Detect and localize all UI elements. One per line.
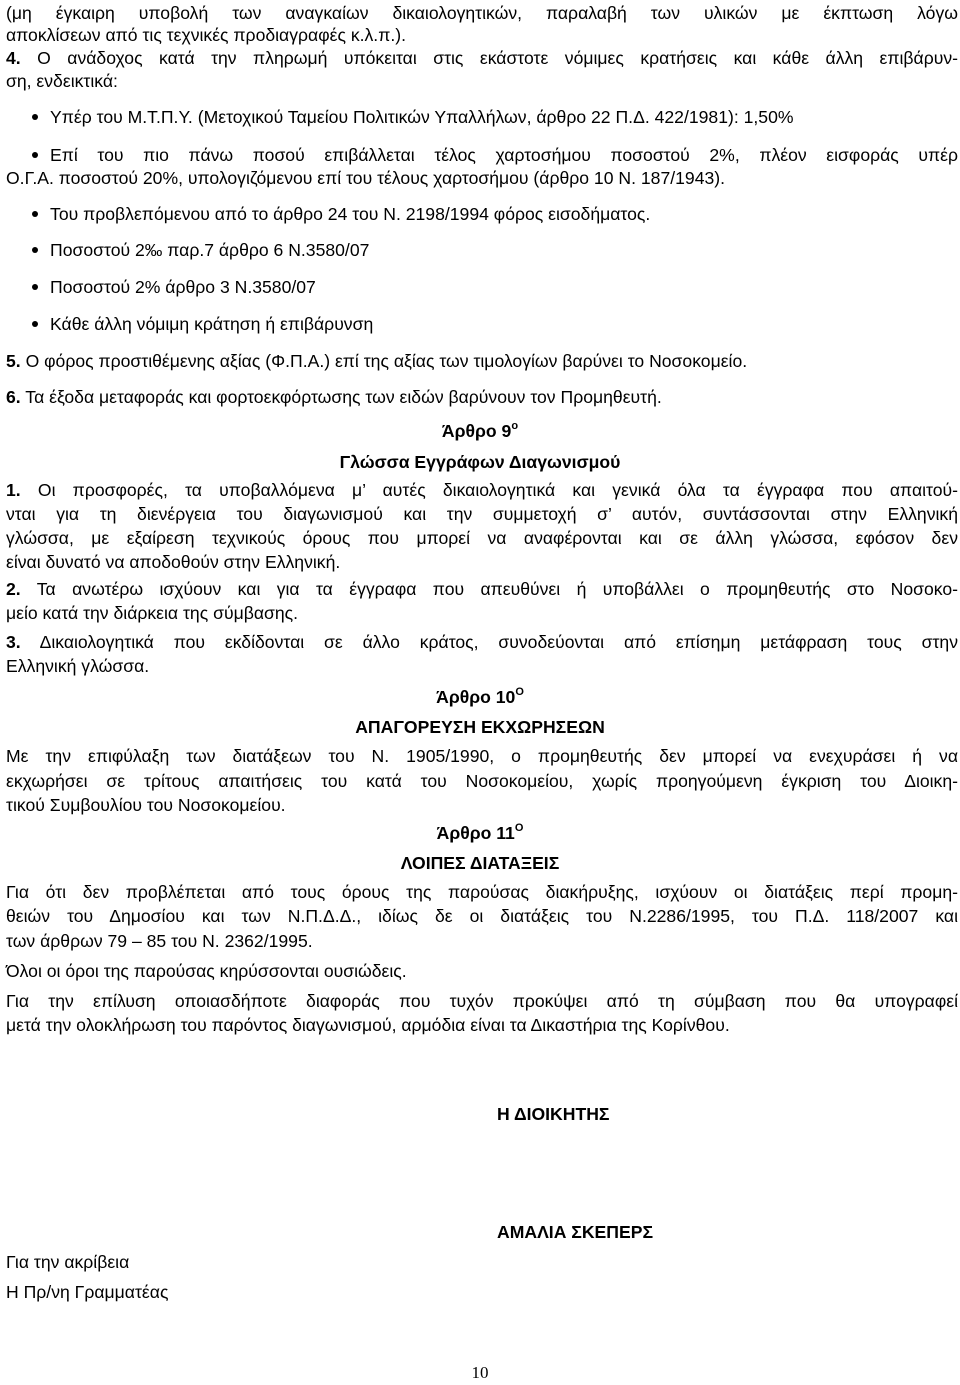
- article-10-line-3: τικού Συμβουλίου του Νοσοκομείου.: [6, 795, 286, 815]
- signature-name: ΑΜΑΛΙΑ ΣΚΕΠΕΡΣ: [497, 1222, 654, 1242]
- bullet-icon: [32, 211, 38, 217]
- bullet-item-2-percent: [6, 276, 958, 298]
- secretary-label: Η Πρ/νη Γραμματέας: [6, 1282, 169, 1302]
- paragraph-4-text: Ο ανάδοχος κατά την πληρωμή υπόκειται στις εκάστοτε νόμιμες κρατήσεις και κάθε άλλη επιβάρυν-: [20, 48, 958, 68]
- article-9-p1-line-1: 1. Οι προσφορές, τα υποβαλλόμενα μ’ αυτές δικαιολογητικά και γενικά όλα τα έγγραφα που απαιτού-: [6, 480, 958, 500]
- article-11-title: ΛΟΙΠΕΣ ΔΙΑΤΑΞΕΙΣ: [400, 853, 560, 873]
- bullet-text: Υπέρ του Μ.Τ.Π.Υ. (Μετοχικού Ταμείου Πολιτικών Υπαλλήλων, άρθρο 22 Π.Δ. 422/1981): 1,50%: [50, 107, 794, 127]
- paragraph-6-text: Τα έξοδα μεταφοράς και φορτοεκφόρτωσης των ειδών βαρύνουν τον Προμηθευτή.: [20, 387, 662, 407]
- article-10-title: ΑΠΑΓΟΡΕΥΣΗ ΕΚΧΩΡΗΣΕΩΝ: [355, 717, 605, 737]
- bullet-icon: [32, 284, 38, 290]
- article-9-p1-line-3: γλώσσα, με εξαίρεση τεχνικούς όρους που μπορεί να αναφέρονται και σε άλλη γλώσσα, εφόσον δεν: [6, 528, 958, 548]
- paragraph-6: [6, 386, 958, 408]
- bullet-icon: [32, 247, 38, 253]
- intro-line-1: (μη έγκαιρη υποβολή των αναγκαίων δικαιολογητικών, παραλαβή των υλικών με έκπτωση λόγω: [6, 3, 958, 23]
- bullet-text: Κάθε άλλη νόμιμη κράτηση ή επιβάρυνση: [50, 314, 374, 334]
- article-11-line-4: Όλοι οι όροι της παρούσας κηρύσσονται ουσιώδεις.: [6, 961, 407, 981]
- paragraph-5-number: 5.: [6, 351, 21, 371]
- paragraph-4-number: 4.: [6, 48, 21, 68]
- bullet-item-2-permille: [6, 239, 958, 261]
- article-9-heading: Άρθρο $9^o$: [441, 420, 519, 441]
- article-9-p2-line-2: μείο κατά την διάρκεια της σύμβασης.: [6, 603, 299, 623]
- article-11-heading: Άρθρο $11^O$: [436, 822, 524, 843]
- article-9-p2-line-1: 2. Τα ανωτέρω ισχύουν και για τα έγγραφα που απευθύνει ή υποβάλλει ο προμηθευτής στο Νοσοκο-: [6, 579, 958, 599]
- article-11-line-2: θειών του Δημοσίου και των Ν.Π.Δ.Δ., ιδίως δε οι διατάξεις του Ν.2286/1995, του Π.Δ. 118/2007 και: [6, 906, 958, 926]
- paragraph-4-line-2: ση, ενδεικτικά:: [6, 71, 118, 91]
- article-9-p1-line-2: νται για τη διενέργεια του διαγωνισμού και την συμμετοχή σ’ αυτόν, συντάσσονται στην Ελληνική: [6, 504, 958, 524]
- bullet-item-income-tax: [6, 203, 958, 225]
- bullet-icon: [32, 321, 38, 327]
- article-9-p1-line-4: είναι δυνατό να αποδοθούν στην Ελληνική.: [6, 552, 341, 572]
- article-9-p3-line-2: Ελληνική γλώσσα.: [6, 656, 150, 676]
- article-11-line-3: των άρθρων 79 – 85 του Ν. 2362/1995.: [6, 931, 313, 951]
- page-number: 10: [471, 1363, 489, 1382]
- bullet-icon: [32, 114, 38, 120]
- signature-authority: Η ΔΙΟΙΚΗΤΗΣ: [497, 1104, 610, 1124]
- bullet-text: Ποσοστού 2% άρθρο 3 Ν.3580/07: [50, 277, 316, 297]
- paragraph-6-number: 6.: [6, 387, 21, 407]
- bullet-text: Ποσοστού 2‰ παρ.7 άρθρο 6 Ν.3580/07: [50, 240, 370, 260]
- article-11-line-1: Για ότι δεν προβλέπεται από τους όρους της παρούσας διακήρυξης, ισχύουν οι διατάξεις περί προμη-: [6, 882, 958, 902]
- article-9-p3-line-1: 3. Δικαιολογητικά που εκδίδονται σε άλλο κράτος, συνοδεύονται από επίσημη μετάφραση τους στην: [6, 632, 958, 652]
- paragraph-4-line-1: [6, 47, 958, 69]
- intro-line-2: αποκλίσεων από τις τεχνικές προδιαγραφές κ.λ.π.).: [6, 25, 406, 45]
- bullet-text: Επί του πιο πάνω ποσού επιβάλλεται τέλος χαρτοσήμου ποσοστού 2%, πλέον εισφοράς υπέρ: [50, 145, 958, 165]
- certified-label: Για την ακρίβεια: [6, 1252, 130, 1272]
- article-10-line-2: εκχωρήσει σε τρίτους απαιτήσεις του κατά του Νοσοκομείου, χωρίς προηγούμενη έγκριση του Διοικη-: [6, 771, 958, 791]
- article-11-line-6: μετά την ολοκλήρωση του παρόντος διαγωνισμού, αρμόδια είναι τα Δικαστήρια της Κορίνθου.: [6, 1015, 730, 1035]
- paragraph-5: [6, 350, 958, 372]
- bullet-text: Του προβλεπόμενου από το άρθρο 24 του Ν. 2198/1994 φόρος εισοδήματος.: [50, 204, 651, 224]
- bullet-item-stamp-duty-cont: Ο.Γ.Α. ποσοστού 20%, υπολογιζόμενου επί του τέλους χαρτοσήμου (άρθρο 10 Ν. 187/1943).: [6, 168, 726, 188]
- paragraph-5-text: Ο φόρος προστιθέμενης αξίας (Φ.Π.Α.) επί της αξίας των τιμολογίων βαρύνει το Νοσοκομείο.: [20, 351, 748, 371]
- article-11-line-5: Για την επίλυση οποιασδήποτε διαφοράς που τυχόν προκύψει από τη σύμβαση που θα υπογραφεί: [6, 991, 958, 1011]
- article-10-line-1: Με την επιφύλαξη των διατάξεων του Ν. 1905/1990, ο προμηθευτής δεν μπορεί να ενεχυράσει ή να: [6, 746, 958, 766]
- article-9-title: Γλώσσα Εγγράφων Διαγωνισμού: [339, 452, 621, 472]
- bullet-item-stamp-duty: [6, 144, 958, 166]
- bullet-item-mtpy: [6, 106, 958, 128]
- bullet-item-other: [6, 313, 958, 335]
- article-10-heading: Άρθρο $10^O$: [436, 686, 524, 707]
- bullet-icon: [32, 152, 38, 158]
